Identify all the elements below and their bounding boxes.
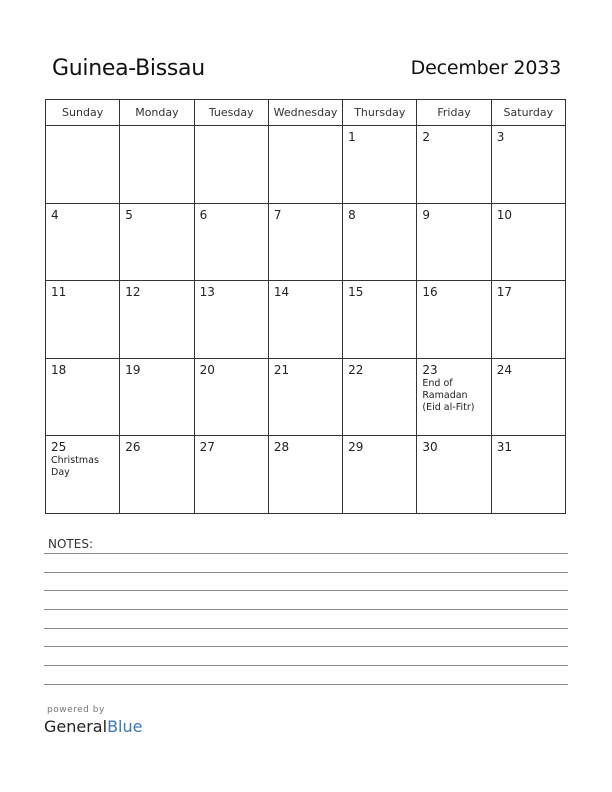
note-line: [44, 684, 568, 685]
day-cell: [46, 281, 120, 359]
week-row: [46, 358, 566, 436]
brand-name-part1: General: [44, 717, 108, 736]
day-number: 8: [348, 207, 356, 222]
day-cell: [417, 281, 491, 359]
day-cell: [120, 358, 194, 436]
brand-logo: [44, 717, 142, 736]
day-cell: [268, 281, 342, 359]
day-cell: [268, 436, 342, 514]
day-number: 30: [422, 440, 438, 455]
day-number: 5: [125, 207, 133, 222]
day-number: 9: [422, 207, 431, 222]
day-cell: [417, 436, 491, 514]
day-number: 20: [199, 362, 215, 377]
week-row: [46, 126, 566, 204]
day-number: 18: [51, 362, 67, 377]
holiday-label: End of Ramadan (Eid al-Fitr): [422, 377, 475, 413]
day-number: 17: [496, 285, 512, 300]
day-cell: [46, 126, 120, 204]
day-number: 12: [125, 285, 141, 300]
weekday-monday: Monday: [120, 100, 194, 126]
day-number: 13: [199, 285, 215, 300]
note-line: [44, 553, 568, 554]
day-number: 31: [496, 440, 512, 455]
day-cell: [491, 203, 565, 281]
day-number: 21: [273, 362, 290, 377]
week-row: [46, 436, 566, 514]
country-title: Guinea-Bissau: [52, 56, 205, 81]
note-line: [44, 590, 568, 591]
day-number: 26: [125, 440, 141, 455]
day-cell: [343, 126, 417, 204]
weekday-friday: Friday: [417, 100, 491, 126]
day-cell: [268, 203, 342, 281]
day-number: 2: [422, 130, 431, 144]
day-number: 15: [348, 285, 364, 300]
day-cell: [120, 436, 194, 514]
day-cell: [194, 358, 268, 436]
powered-by-text: powered by: [47, 705, 105, 715]
note-line: [44, 572, 568, 573]
day-number: 22: [348, 362, 364, 377]
note-line: [44, 646, 568, 647]
weekday-saturday: Saturday: [491, 100, 565, 126]
week-row: [46, 203, 566, 281]
day-cell: [46, 436, 120, 514]
day-number: 6: [199, 207, 208, 222]
day-number: 24: [496, 362, 512, 377]
day-number: 19: [125, 362, 141, 377]
day-number: 27: [199, 440, 215, 455]
day-number: 3: [496, 130, 505, 144]
day-cell: [268, 126, 342, 204]
day-number: 1: [348, 130, 356, 144]
day-cell: [120, 126, 194, 204]
day-cell: [343, 358, 417, 436]
day-number: 28: [273, 440, 290, 455]
day-number: 11: [51, 285, 67, 300]
note-line: [44, 609, 568, 610]
holiday-label: Christmas Day: [51, 455, 99, 479]
weekday-wednesday: Wednesday: [268, 100, 342, 126]
day-cell: [120, 281, 194, 359]
day-cell: [343, 203, 417, 281]
day-cell: [120, 203, 194, 281]
day-cell: [46, 203, 120, 281]
day-number: 29: [348, 440, 364, 455]
weekday-sunday: Sunday: [46, 100, 120, 126]
day-cell: [194, 203, 268, 281]
day-number: 10: [496, 207, 512, 222]
day-cell: [268, 358, 342, 436]
day-cell: [491, 358, 565, 436]
day-cell: [491, 436, 565, 514]
note-line: [44, 628, 568, 629]
weekday-header-row: [46, 100, 566, 126]
weekday-tuesday: Tuesday: [194, 100, 268, 126]
day-cell: [491, 281, 565, 359]
day-cell: [194, 436, 268, 514]
day-cell: [417, 358, 491, 436]
week-row: [46, 281, 566, 359]
day-number: 4: [51, 207, 59, 222]
brand-name-part2: Blue: [107, 717, 143, 736]
day-cell: [343, 436, 417, 514]
day-cell: [491, 126, 565, 204]
weekday-thursday: Thursday: [343, 100, 417, 126]
day-cell: [417, 203, 491, 281]
day-cell: [46, 358, 120, 436]
month-year-title: December 2033: [410, 57, 561, 79]
day-number: 7: [273, 207, 282, 222]
note-line: [44, 665, 568, 666]
day-number: 16: [422, 285, 438, 300]
calendar-grid: [45, 99, 566, 514]
day-cell: [194, 281, 268, 359]
day-cell: [417, 126, 491, 204]
day-number: 23: [422, 362, 438, 377]
day-number: 14: [273, 285, 290, 300]
notes-label: NOTES:: [48, 537, 93, 551]
day-number: 25: [51, 440, 67, 455]
day-cell: [194, 126, 268, 204]
day-cell: [343, 281, 417, 359]
